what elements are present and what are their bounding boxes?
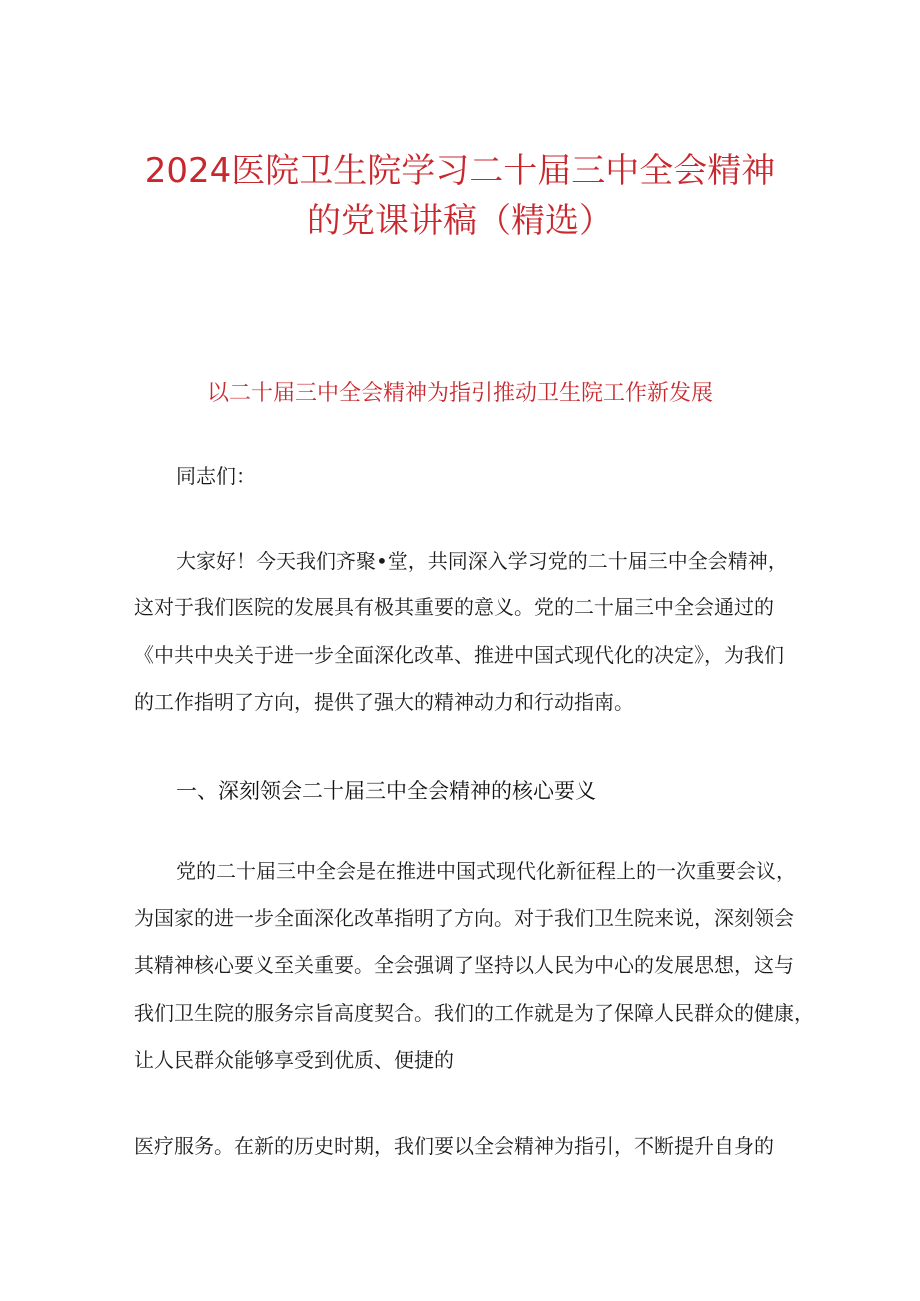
section-1-line-1: 党的二十届三中全会是在推进中国式现代化新征程上的一次重要会议，	[176, 859, 796, 883]
section-1-line-5: 让人民群众能够享受到优质、便捷的	[134, 1048, 454, 1072]
intro-line-4: 的工作指明了方向，提供了强大的精神动力和行动指南。	[134, 690, 634, 714]
section-1-line-4: 我们卫生院的服务宗旨高度契合。我们的工作就是为了保障人民群众的健康，	[134, 1001, 814, 1025]
section-1-line-2: 为国家的进一步全面深化改革指明了方向。对于我们卫生院来说，深刻领会	[134, 906, 794, 930]
salutation: 同志们：	[176, 464, 256, 488]
section-1-heading: 一、深刻领会二十届三中全会精神的核心要义	[176, 779, 596, 803]
intro-line-2: 这对于我们医院的发展具有极其重要的意义。党的二十届三中全会通过的	[134, 595, 774, 619]
section-1-line-3: 其精神核心要义至关重要。全会强调了坚持以人民为中心的发展思想，这与	[134, 953, 794, 977]
document-subtitle: 以二十届三中全会精神为指引推动卫生院工作新发展	[206, 381, 713, 406]
document-title-line-2: 的党课讲稿（精选）	[307, 201, 613, 241]
intro-line-3: 《中共中央关于进一步全面深化改革、推进中国式现代化的决定》，为我们	[134, 643, 784, 667]
document-title-line-1: 2024医院卫生院学习二十届三中全会精神	[144, 151, 776, 191]
continuation-line: 医疗服务。在新的历史时期，我们要以全会精神为指引，不断提升自身的	[134, 1134, 774, 1158]
intro-line-1: 大家好！今天我们齐聚•堂，共同深入学习党的二十届三中全会精神，	[176, 549, 788, 573]
